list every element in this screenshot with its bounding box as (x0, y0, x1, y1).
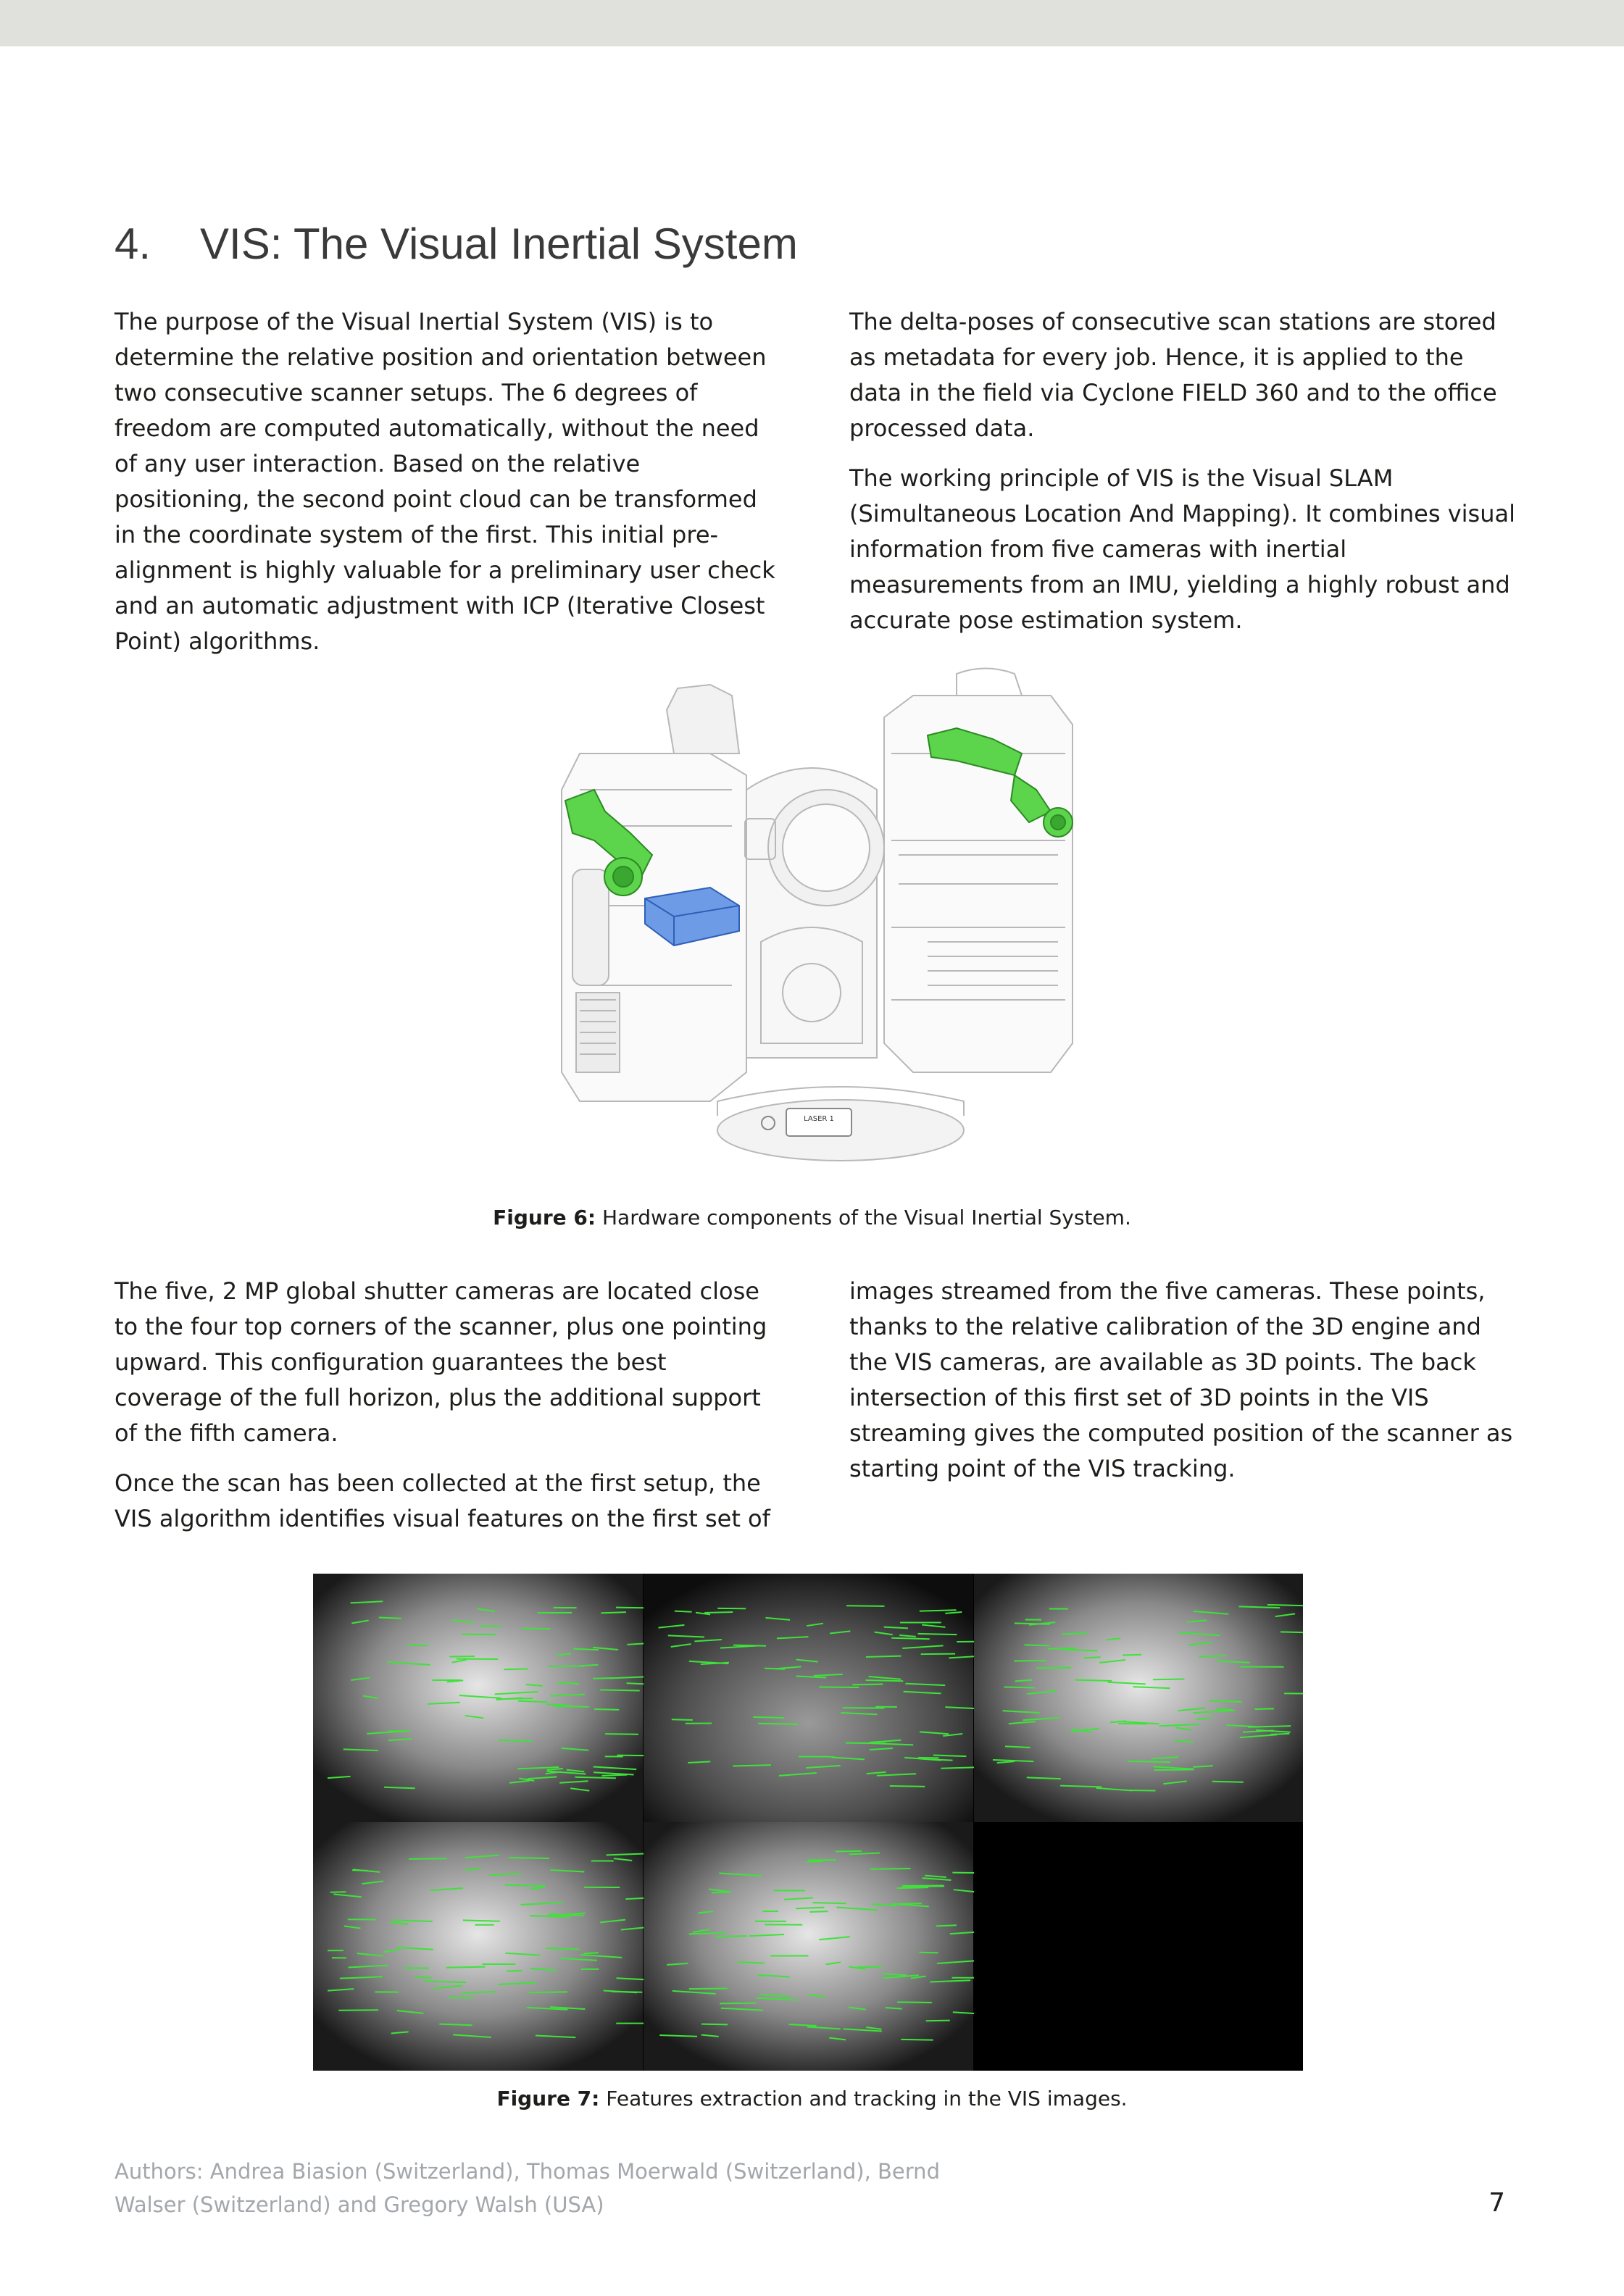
feature-track (810, 1911, 828, 1912)
feature-track (921, 1654, 955, 1655)
feature-track (897, 1887, 928, 1888)
intro-right-paragraph-1: The delta-poses of consecutive scan stations are stored as metadata for every job. Hence, it is applied to the data in the field via Cyclone FIELD 360 and to the office processed data. (849, 308, 1497, 442)
feature-track (858, 1967, 882, 1968)
empty-camera-slot (974, 1822, 1303, 2071)
feature-track (675, 1611, 692, 1612)
section-title: VIS: The Visual Inertial System (200, 220, 798, 268)
feature-track (866, 1680, 904, 1681)
feature-track (593, 1678, 614, 1679)
figure6-caption (0, 1206, 1624, 1230)
section-number: 4. (114, 220, 151, 268)
feature-track (480, 1626, 501, 1627)
feature-track (701, 2024, 728, 2025)
body-right-paragraph-1: images streamed from the five cameras. These points, thanks to the relative calibration of the 3D engine and the VIS cameras, are available as 3D points. The back intersection of this first set of 3D points in the VIS streaming gives the computed position of the scanner as starting point of the VIS tracking. (849, 1277, 1513, 1482)
feature-track (897, 2002, 932, 2003)
body-left-paragraph-1: The five, 2 MP global shutter cameras are located close to the four top corners of the scanner, plus one pointing upward. This configuration guarantees the best coverage of the full horizon, plus the additional support of the fifth camera. (114, 1277, 767, 1447)
camera-image-1 (313, 1574, 643, 1822)
figure6-label: Figure 6: (493, 1206, 596, 1230)
feature-track (715, 1936, 746, 1937)
feature-track (846, 1743, 886, 1744)
figure7-caption (0, 2087, 1624, 2111)
feature-track (601, 1612, 626, 1613)
feature-track (738, 1962, 765, 1963)
camera-image-grid (313, 1574, 1303, 2071)
body-right-column (849, 1274, 1516, 1501)
feature-track (446, 1967, 486, 1968)
feature-track (498, 1740, 532, 1741)
feature-track (852, 1684, 883, 1685)
feature-track (408, 1645, 428, 1646)
section-heading (114, 219, 798, 269)
camera-image-5 (644, 1822, 973, 2071)
feature-track (379, 1618, 401, 1619)
footer-authors: Authors: Andrea Biasion (Switzerland), Thomas Moerwald (Switzerland), Bernd Walser (Switzerland) and Gregory Walsh (USA) (114, 2159, 940, 2217)
intro-left-paragraph: The purpose of the Visual Inertial System (VIS) is to determine the relative position and orientation between two consecutive scanner setups. The 6 degrees of freedom are computed automatically, without the need of any user interaction. Based on the relative positioning, the second point cloud can be transformed in the coordinate system of the first. This initial pre-alignment is highly valuable for a preliminary user check and an automatic adjustment with ICP (Iterative Closest Point) algorithms. (114, 308, 775, 655)
body-left-paragraph-2: Once the scan has been collected at the first setup, the VIS algorithm identifies visual features on the first set of (114, 1469, 770, 1532)
scanner-hardware-figure (551, 667, 1080, 1174)
figure7-caption-text: Features extraction and tracking in the VIS images. (606, 2087, 1128, 2111)
intro-right-column (849, 304, 1516, 653)
feature-track (415, 1977, 432, 1978)
feature-track (689, 1989, 728, 1990)
feature-track (1154, 1769, 1194, 1770)
feature-track (733, 1645, 766, 1646)
feature-track (1048, 1648, 1075, 1649)
feature-track (1153, 1679, 1185, 1680)
feature-track (1128, 1761, 1170, 1762)
scanner-illustration (551, 667, 1080, 1174)
laser-plate-text: LASER 1 (804, 1115, 834, 1123)
feature-track (918, 1634, 957, 1635)
feature-track (936, 1925, 957, 1926)
feature-track (1062, 1633, 1087, 1634)
intro-left-column (114, 304, 781, 674)
feature-track (594, 1709, 619, 1710)
vis-tracking-figure (313, 1574, 1303, 2071)
top-bar (0, 0, 1624, 46)
feature-track (1255, 1708, 1274, 1709)
feature-track (1075, 1680, 1112, 1681)
feature-track (720, 2003, 756, 2004)
figure7-label: Figure 7: (496, 2087, 600, 2111)
feature-track (496, 1698, 533, 1699)
feature-track (866, 1656, 901, 1657)
camera-image-4 (313, 1822, 643, 2071)
feature-track (1267, 1605, 1303, 1606)
feature-track (1084, 1657, 1101, 1658)
feature-track (449, 1656, 475, 1657)
feature-track (409, 1858, 447, 1859)
feature-track (1036, 1668, 1071, 1669)
feature-track (836, 1851, 862, 1852)
body-left-column (114, 1274, 781, 1551)
feature-track (753, 1717, 784, 1718)
feature-track (463, 1920, 500, 1921)
feature-track (1123, 1655, 1141, 1656)
feature-track (554, 1706, 588, 1707)
feature-track (704, 1612, 733, 1613)
feature-track (819, 1687, 859, 1688)
intro-right-paragraph-2: The working principle of VIS is the Visual SLAM (Simultaneous Location And Mapping). It combines visual information from five cameras with inertial measurements from an IMU, yielding a highly robust and accurate pose estimation system. (849, 464, 1515, 634)
feature-track (807, 1861, 823, 1862)
camera-image-3 (974, 1574, 1303, 1822)
page-number: 7 (1488, 2188, 1505, 2218)
feature-track (601, 1775, 627, 1776)
feature-track (890, 1786, 925, 1787)
figure6-caption-text: Hardware components of the Visual Inertial System. (601, 1206, 1131, 1230)
feature-track (672, 1719, 693, 1720)
